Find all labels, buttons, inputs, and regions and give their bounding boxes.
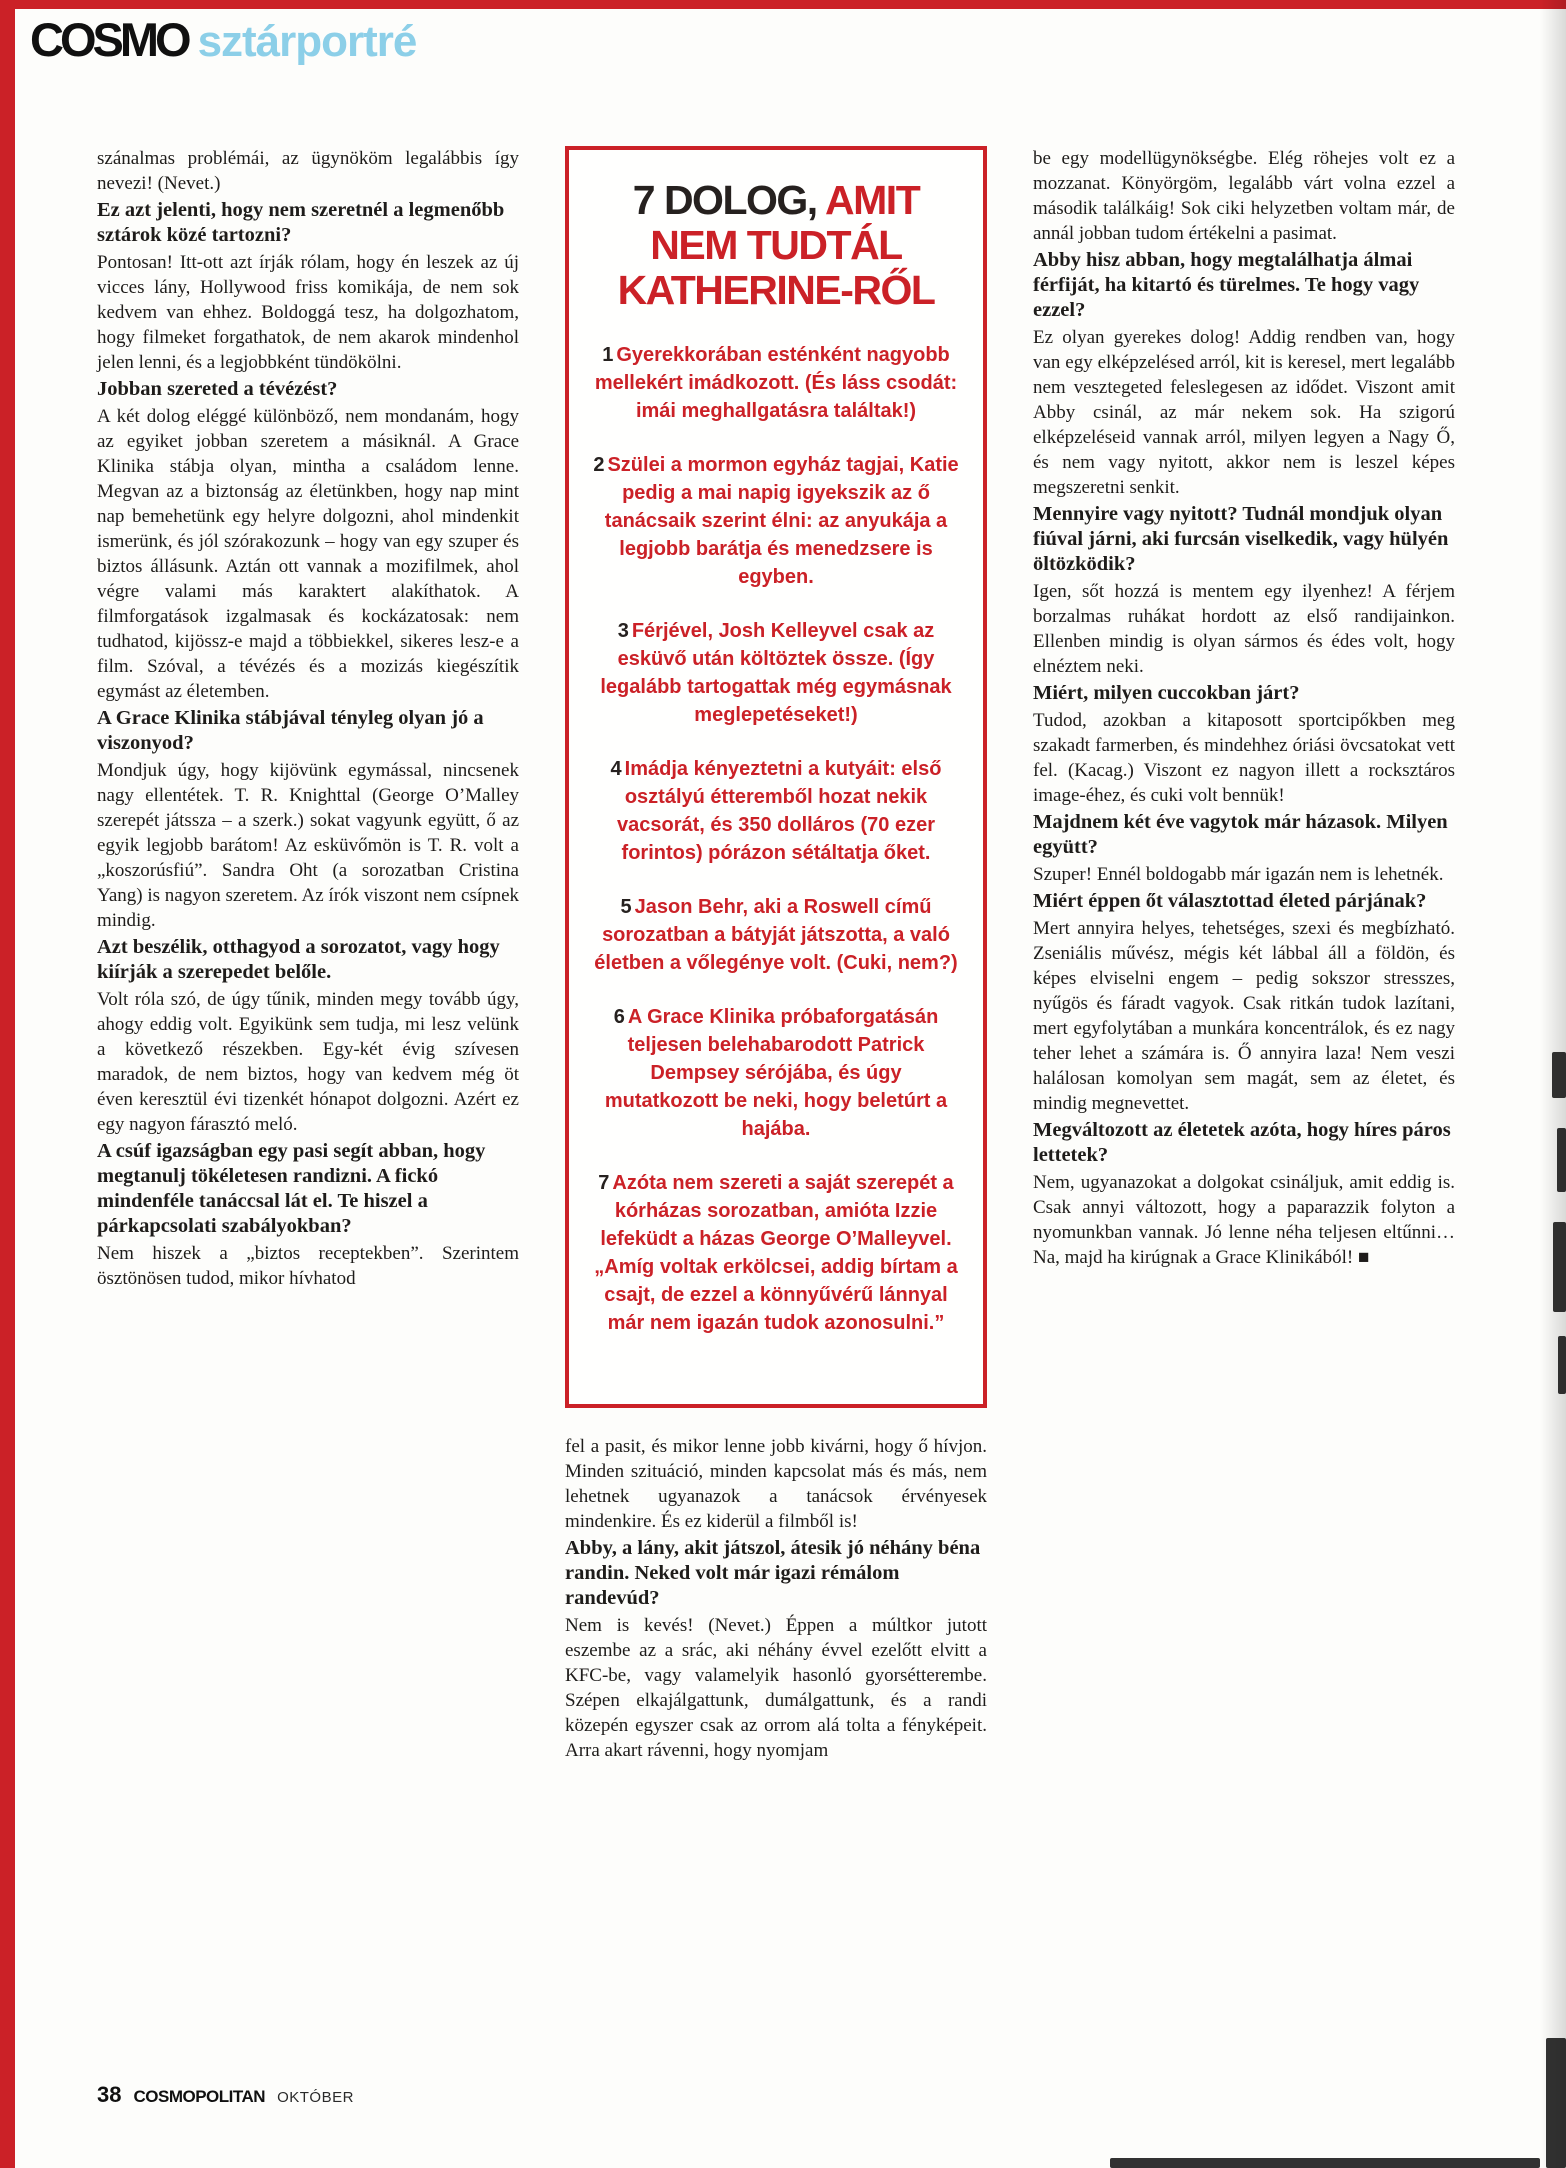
fact-number: 7 [598,1172,610,1194]
interview-answer: Szuper! Ennél boldogabb már igazán nem is lehetnék. [1033,864,1444,885]
scan-artifact [1110,2158,1540,2168]
scan-artifact [1552,1052,1566,1098]
page-edge-left [0,0,15,2168]
interview-question: Miért, milyen cuccokban járt? [1033,682,1300,704]
interview-question: Majdnem két éve vagytok már házasok. Milyen együtt? [1033,811,1448,858]
fact-number: 6 [613,1006,625,1028]
facts-box [565,146,987,1408]
facts-title-line-2: NEM TUDTÁL [650,222,902,268]
fact-number: 1 [602,344,614,366]
interview-answer: Mondjuk úgy, hogy kijövünk egymással, nincsenek nagy ellentétek. T. R. Knighttal (George O’Malley szerepét játssza – a szerk.) sokat vagyunk együtt, ő az egyik legjobb barátom! Az esküvőmön is T. R. volt a „koszorúsfiú”. Sandra Oht (a sorozatban Cristina Yang) is nagyon szeretem. Az írók viszont nem csípnek mindig. [97,760,519,931]
interview-question: Megváltozott az életetek azóta, hogy híres páros lettetek? [1033,1119,1451,1166]
interview-answer: be egy modellügynökségbe. Elég röhejes volt ez a mozzanat. Könyörgöm, legalább várt volna ezzel a második találkáig! Sok ciki helyzetben voltam már, de annál jobban tudom értékelni a pasimat. [1033,148,1455,244]
footer-issue: OKTÓBER [277,2089,354,2106]
interview-answer: Nem, ugyanazokat a dolgokat csináljuk, amit eddig is. Csak annyi változott, hogy a paparazzik folyton a nyomunkban vannak. Jó lenne néha teljesen eltűnni… Na, majd ha kirúgnak a Grace Klinikából! ■ [1033,1172,1455,1268]
footer-magazine-name: COSMOPOLITAN [133,2087,266,2106]
page-edge-top [0,0,1566,9]
interview-question: Jobban szereted a tévézést? [97,378,338,400]
column-middle-continued [565,1434,987,1763]
column-right [1033,146,1455,1272]
page-number: 38 [97,2082,122,2107]
interview-answer: Ez olyan gyerekes dolog! Addig rendben van, hogy van egy elképzelésed arról, kit is keresel, mert legalább nem vesztegeted feleslegesen az idődet. Viszont amit Abby csinál, az már nekem sok. Ha szigorú elképzeléseid vannak arról, milyen legyen a Nagy Ő, és nem vagy nyitott, akkor nem is leszel képes megszeretni senkit. [1033,327,1455,498]
facts-title-line-3: KATHERINE-RŐL [617,267,935,313]
interview-question: Azt beszélik, otthagyod a sorozatot, vagy hogy kiírják a szerepedet belőle. [97,936,500,983]
interview-answer: Igen, sőt hozzá is mentem egy ilyenhez! A férjem borzalmas ruhákat hordott az első randijainkon. Ellenben mindig is olyan sármos és édes volt, hogy elnéztem neki. [1033,581,1455,677]
interview-answer: Mert annyira helyes, tehetséges, szexi és megbízható. Zseniális művész, mégis két lábbal áll a földön, és képes elviselni engem – pedig sokszor stresszes, nyűgös és fáradt vagyok. Csak ritkán tudok lazítani, mert egyfolytában a munkára koncentrálok, és ez nagy teher lehet a számára is. Ő annyira laza! Nem veszi halálosan komolyan sem magát, sem az életet, és mindig megnevettet. [1033,918,1455,1114]
scan-artifact [1558,1336,1566,1394]
interview-answer: A két dolog eléggé különböző, nem mondanám, hogy az egyiket jobban szeretem a másiknál. A Grace Klinika stábja olyan, mintha a családom lenne. Megvan az a biztonság az életünkben, hogy nap mint nap bemehetünk egy helyre dolgozni, ahol mindenkit ismerünk, és jól szórakozunk – hogy van egy szuper és biztos állásunk. Aztán ott vannak a mozifilmek, ahol végre valami más karaktert alakíthatok. A filmforgatások izgalmasak és kockázatosak: nem tudhatod, kijössz-e majd a többiekkel, sikeres lesz-e a film. Szóval, a tévézés és a mozizás kiegészítik egymást az életemben. [97,406,519,702]
scan-artifact [1557,1128,1566,1192]
interview-question: Abby hisz abban, hogy megtalálhatja álmai férfiját, ha kitartó és türelmes. Te hogy vagy ezzel? [1033,249,1420,321]
interview-answer: Nem hiszek a „biztos receptekben”. Szerintem ösztönösen tudod, mikor hívhatod [97,1243,519,1289]
fact-item: 7 Azóta nem szereti a saját szerepét a kórházas sorozatban, amióta Izzie lefeküdt a házas George O’Malleyvel. „Amíg voltak erkölcsei, addig bírtam a csajt, de ezzel a könnyűvérű lánnyal már nem igazán tudok azonosulni.” [594,1172,958,1334]
interview-answer: Pontosan! Itt-ott azt írják rólam, hogy én leszek az új vicces lány, Hollywood friss komikája, de nem sok kedvem van ehhez. Boldoggá tesz, ha dolgozhatom, hogy filmeket forgathatok, de nem akarok mindenhol jelen lenni, és a legjobbként tündökölni. [97,252,519,373]
interview-answer: fel a pasit, és mikor lenne jobb kivárni, hogy ő hívjon. Minden szituáció, minden kapcsolat más és más, nem lehetnek ugyanazok a tanácsok érvényesek mindenkire. És ez kiderül a filmből is! [565,1436,987,1532]
fact-number: 2 [593,454,605,476]
fact-number: 4 [610,758,622,780]
interview-answer: Tudod, azokban a kitaposott sportcipőkben meg szakadt farmerben, és mindehhez óriási övcsatokat vett fel. (Kacag.) Viszont ez nagyon illett a rocksztáros image-éhez, és cuki volt bennük! [1033,710,1455,806]
interview-question: Miért éppen őt választottad életed párjának? [1033,890,1427,912]
column-left [97,146,519,1293]
fact-item: 1 Gyerekkorában esténként nagyobb mellekért imádkozott. (És láss csodát: imái meghallgatásra találtak!) [594,344,958,422]
fact-item: 2 Szülei a mormon egyház tagjai, Katie pedig a mai napig igyekszik az ő tanácsaik szerint élni: az anyukája a legjobb barátja és menedzsere is egyben. [593,454,959,588]
fact-number: 3 [617,620,629,642]
interview-question: A csúf igazságban egy pasi segít abban, hogy megtanulj tökéletesen randizni. A fickó mindenféle tanáccsal lát el. Te hiszel a párkapcsolati szabályokban? [97,1140,486,1237]
masthead [30,12,416,67]
section-title: sztárportré [197,17,417,66]
scan-artifact [1546,2038,1566,2168]
column-middle [565,146,987,1765]
page-footer [97,2082,354,2108]
fact-item: 5 Jason Behr, aki a Roswell című sorozatban a bátyját játszotta, a való életben a vőlegénye volt. (Cuki, nem?) [594,896,958,974]
interview-question: Ez azt jelenti, hogy nem szeretnél a legmenőbb sztárok közé tartozni? [97,199,505,246]
interview-answer: Nem is kevés! (Nevet.) Éppen a múltkor jutott eszembe az a srác, aki néhány évvel ezelőtt elvitt a KFC-be, vagy valamelyik hasonló gyorsétterembe. Szépen elkajálgattunk, dumálgattunk, és a randi közepén egyszer csak az orrom alá tolta a fényképeit. Arra akart rávenni, hogy nyomjam [565,1615,987,1761]
interview-answer: Volt róla szó, de úgy tűnik, minden megy tovább úgy, ahogy eddig volt. Egyikünk sem tudja, mi lesz velünk a következő részekben. Egy-két évig szívesen maradok, de nem biztos, hogy van kedvem még öt éven keresztül évi tizenkét hónapot dolgozni. Azért ez egy nagyon fárasztó meló. [97,989,519,1135]
interview-question: A Grace Klinika stábjával tényleg olyan jó a viszonyod? [97,707,484,754]
fact-item: 4 Imádja kényeztetni a kutyáit: első osztályú étteremből hozat nekik vacsorát, és 350 dolláros (70 ezer forintos) pórázon sétáltatja őket. [610,758,942,864]
cosmo-logo: COSMO [30,13,188,66]
fact-item: 6 A Grace Klinika próbaforgatásán teljesen belehabarodott Patrick Dempsey sérójába, és úgy mutatkozott be neki, hogy beletúrt a hajába. [604,1006,948,1140]
interview-question: Mennyire vagy nyitott? Tudnál mondjuk olyan fiúval járni, aki furcsán viselkedik, vagy hülyén öltözködik? [1033,503,1449,575]
facts-box-title [591,178,961,313]
fact-number: 5 [620,896,632,918]
facts-title-line-1 [591,178,961,223]
interview-question: Abby, a lány, akit játszol, átesik jó néhány béna randin. Neked volt már igazi rémálom randevúd? [565,1537,981,1609]
facts-list [591,341,961,1337]
article-columns [97,146,1455,1765]
scan-artifact [1553,1222,1566,1312]
interview-answer: szánalmas problémái, az ügynököm legalábbis így nevezi! (Nevet.) [97,148,519,194]
fact-item: 3 Férjével, Josh Kelleyvel csak az esküvő után költöztek össze. (Így legalább tartogattak még egymásnak meglepetéseket!) [600,620,952,726]
facts-title-prefix: 7 DOLOG, [632,177,817,223]
facts-title-amit: AMIT [825,177,920,223]
